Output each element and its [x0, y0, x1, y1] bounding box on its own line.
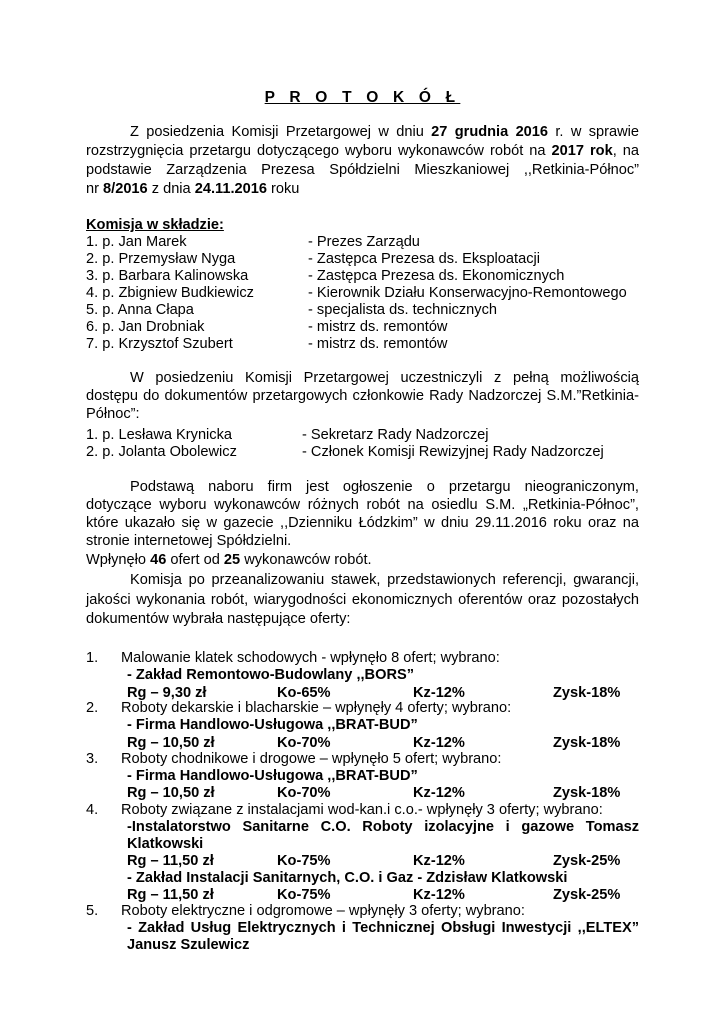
offer-firm: - Firma Handlowo-Usługowa ,,BRAT-BUD” [127, 717, 418, 733]
analysis-line-2: jakości wykonania robót, wiarygodności ekonomicznych oferentów oraz pozostałych [86, 592, 639, 608]
offer-rg: Rg – 10,50 zł [127, 735, 215, 751]
basis-line-2: dotyczące wyboru wykonawców różnych robót na osiedlu S.M. „Retkinia-Północ”, [86, 497, 639, 513]
offer-ko: Ko-75% [277, 853, 331, 869]
basis-line-4: stronie internetowej Spółdzielni. [86, 533, 292, 549]
offer-kz: Kz-12% [413, 685, 465, 701]
commission-member-role: - specjalista ds. technicznych [308, 302, 497, 318]
offer-number: 4. [86, 802, 99, 818]
offer-zysk: Zysk-18% [553, 785, 621, 801]
offer-rg: Rg – 11,50 zł [127, 853, 214, 869]
commission-member-name: 2. p. Przemysław Nyga [86, 251, 236, 267]
offer-number: 2. [86, 700, 99, 716]
offer-description: Roboty związane z instalacjami wod-kan.i c.o.- wpłynęły 3 oferty; wybrano: [121, 802, 603, 818]
council-line-2: dostępu do dokumentów przetargowych członkowie Rady Nadzorczej S.M.”Retkinia- [86, 388, 639, 404]
offer-zysk: Zysk-25% [553, 853, 621, 869]
council-member-name: 1. p. Lesława Krynicka [86, 427, 233, 443]
offer-firm: Klatkowski [127, 836, 204, 852]
offer-kz: Kz-12% [413, 785, 465, 801]
offer-zysk: Zysk-18% [553, 735, 621, 751]
commission-heading: Komisja w składzie: [86, 217, 224, 233]
offer-ko: Ko-70% [277, 735, 331, 751]
offer-ko: Ko-75% [277, 887, 331, 903]
commission-member-name: 6. p. Jan Drobniak [86, 319, 205, 335]
offer-number: 5. [86, 903, 99, 919]
offer-firm: - Zakład Usług Elektrycznych i Technicznej Obsługi Inwestycji ,,ELTEX” [127, 920, 639, 936]
commission-member-role: - mistrz ds. remontów [308, 319, 448, 335]
intro-line-2: rozstrzygnięcia przetargu dotyczącego wyboru wykonawców robót na 2017 rok, na [86, 143, 639, 159]
offer-rg: Rg – 10,50 zł [127, 785, 215, 801]
offer-ko: Ko-70% [277, 785, 331, 801]
offer-ko: Ko-65% [277, 685, 331, 701]
offer-zysk: Zysk-18% [553, 685, 621, 701]
commission-member-name: 4. p. Zbigniew Budkiewicz [86, 285, 254, 301]
commission-member-role: - Zastępca Prezesa ds. Ekonomicznych [308, 268, 565, 284]
offer-kz: Kz-12% [413, 853, 465, 869]
offer-firm: - Zakład Instalacji Sanitarnych, C.O. i Gaz - Zdzisław Klatkowski [127, 870, 568, 886]
offer-description: Malowanie klatek schodowych - wpłynęło 8 ofert; wybrano: [121, 650, 500, 666]
commission-member-name: 3. p. Barbara Kalinowska [86, 268, 249, 284]
offer-description: Roboty chodnikowe i drogowe – wpłynęło 5 ofert; wybrano: [121, 751, 502, 767]
offer-firm: - Firma Handlowo-Usługowa ,,BRAT-BUD” [127, 768, 418, 784]
council-member-name: 2. p. Jolanta Obolewicz [86, 444, 237, 460]
offer-number: 3. [86, 751, 99, 767]
commission-member-name: 1. p. Jan Marek [86, 234, 187, 250]
council-member-role: - Członek Komisji Rewizyjnej Rady Nadzorczej [302, 444, 604, 460]
offer-rg: Rg – 11,50 zł [127, 887, 214, 903]
commission-member-role: - Kierownik Działu Konserwacyjno-Remontowego [308, 285, 627, 301]
intro-line-1: Z posiedzenia Komisji Przetargowej w dniu 27 grudnia 2016 r. w sprawie [130, 124, 639, 140]
commission-member-role: - Zastępca Prezesa ds. Eksploatacji [308, 251, 540, 267]
commission-member-role: - mistrz ds. remontów [308, 336, 448, 352]
offer-firm: Janusz Szulewicz [127, 937, 250, 953]
offer-firm: -Instalatorstwo Sanitarne C.O. Roboty izolacyjne i gazowe Tomasz [127, 819, 639, 835]
analysis-line-3: dokumentów wybrała następujące oferty: [86, 611, 351, 627]
offer-kz: Kz-12% [413, 887, 465, 903]
offer-description: Roboty elektryczne i odgromowe – wpłynęły 3 oferty; wybrano: [121, 903, 525, 919]
offer-description: Roboty dekarskie i blacharskie – wpłynęły 4 oferty; wybrano: [121, 700, 512, 716]
council-line-1: W posiedzeniu Komisji Przetargowej uczestniczyli z pełną możliwością [130, 370, 639, 386]
intro-line-4: nr 8/2016 z dnia 24.11.2016 roku [86, 181, 300, 197]
analysis-line-1: Komisja po przeanalizowaniu stawek, przedstawionych referencji, gwarancji, [130, 572, 639, 588]
offer-rg: Rg – 9,30 zł [127, 685, 207, 701]
basis-line-1: Podstawą naboru firm jest ogłoszenie o przetargu nieograniczonym, [130, 479, 639, 495]
document-title: P R O T O K Ó Ł [264, 89, 461, 106]
commission-member-role: - Prezes Zarządu [308, 234, 420, 250]
offer-firm: - Zakład Remontowo-Budowlany ,,BORS” [127, 667, 415, 683]
council-line-3: Północ”: [86, 406, 140, 422]
intro-line-3: podstawie Zarządzenia Prezesa Spółdzielni Mieszkaniowej ,,Retkinia-Północ” [86, 162, 639, 178]
offers-count-line: Wpłynęło 46 ofert od 25 wykonawców robót. [86, 552, 372, 568]
council-member-role: - Sekretarz Rady Nadzorczej [302, 427, 489, 443]
offer-number: 1. [86, 650, 99, 666]
offer-zysk: Zysk-25% [553, 887, 621, 903]
offer-kz: Kz-12% [413, 735, 465, 751]
commission-member-name: 5. p. Anna Cłapa [86, 302, 194, 318]
commission-member-name: 7. p. Krzysztof Szubert [86, 336, 233, 352]
basis-line-3: które ukazało się w gazecie ,,Dzienniku Łódzkim” w dniu 29.11.2016 roku oraz na [86, 515, 639, 531]
